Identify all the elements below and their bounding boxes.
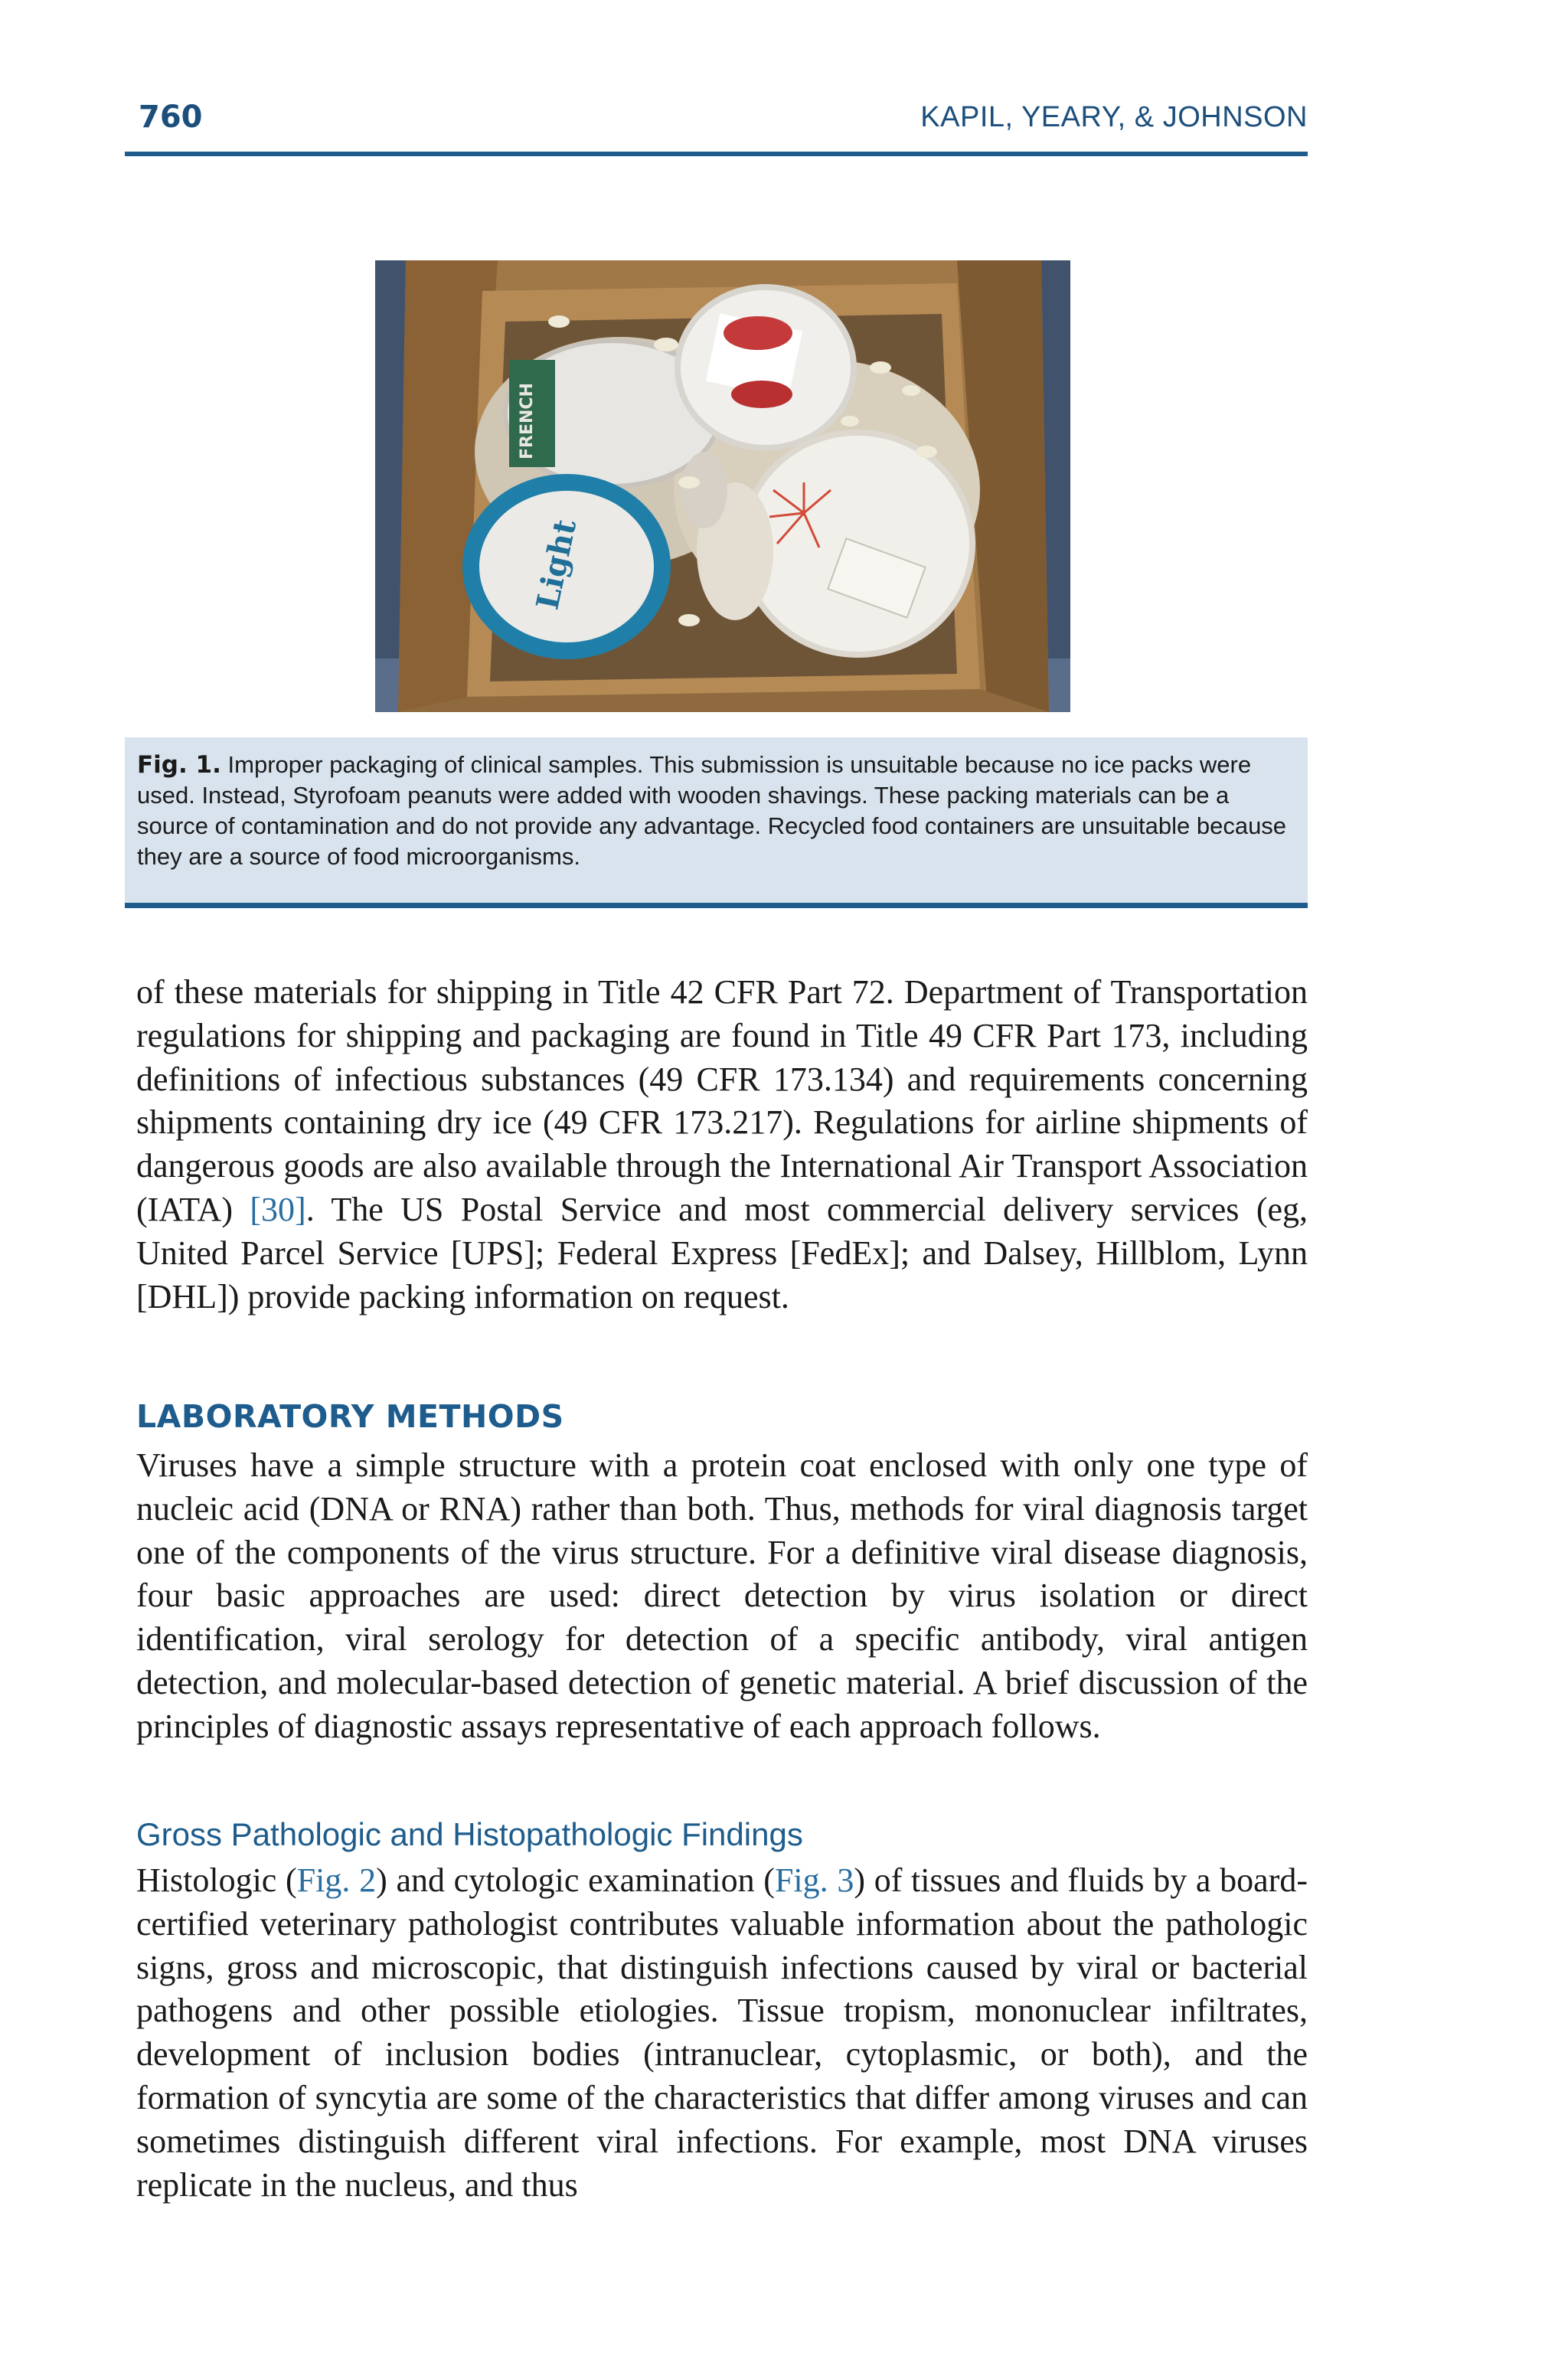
paragraph-1-text-a: of these materials for shipping in Title 42 CFR Part 72. Department of Transportation regulations for shipping and packaging are found in Title 49 CFR Part 173, including definitions of infectious substances (49 CFR 173.134) and requirements concerning shipments containing dry ice (49 CFR 173.217). Regulations for airline shipments of dangerous goods are also available through the International Air Transport Association (IATA) bbox=[136, 973, 1308, 1228]
tub-french-label: FRENCH bbox=[518, 383, 537, 459]
figure-1-photo bbox=[375, 260, 1070, 712]
paragraph-1-text-b: . The US Postal Service and most commercial delivery services (eg, United Parcel Service [UPS]; Federal Express [FedEx]; and Dalsey, Hillblom, Lynn [DHL]) provide packing information on request. bbox=[136, 1190, 1308, 1315]
packaging-photo bbox=[375, 260, 1070, 712]
body-paragraph-gross-pathology bbox=[136, 1859, 1308, 2207]
subsection-text-1: Histologic ( bbox=[136, 1861, 297, 1899]
caption-rule bbox=[125, 903, 1308, 908]
fig-2-link[interactable]: Fig. 2 bbox=[296, 1861, 377, 1899]
page-number: 760 bbox=[139, 100, 203, 135]
tub-light-label: Light bbox=[529, 516, 584, 613]
fig-3-link[interactable]: Fig. 3 bbox=[774, 1861, 854, 1899]
body-paragraph-laboratory-methods: Viruses have a simple structure with a protein coat enclosed with only one type of nucleic acid (DNA or RNA) rather than both. Thus, methods for viral diagnosis target one of the components of the virus structure. For a definitive viral disease diagnosis, four basic approaches are used: direct detection by virus isolation or direct identification, viral serology for detection of a specific antibody, viral antigen detection, and molecular-based detection of genetic material. A brief discussion of the principles of diagnostic assays representative of each approach follows. bbox=[136, 1446, 1308, 1745]
figure-label: Fig. 1. bbox=[137, 751, 221, 779]
section-heading-laboratory-methods: LABORATORY METHODS bbox=[136, 1398, 564, 1435]
subsection-text-2: ) and cytologic examination ( bbox=[376, 1861, 775, 1899]
figure-caption-box bbox=[125, 737, 1308, 903]
body-paragraph-1 bbox=[136, 971, 1308, 1319]
running-head-authors: KAPIL, YEARY, & JOHNSON bbox=[920, 101, 1308, 133]
figure-caption bbox=[137, 750, 1297, 872]
citation-link-30[interactable]: [30] bbox=[250, 1190, 306, 1228]
subsection-text-3: ) of tissues and fluids by a board-certified veterinary pathologist contributes valuable information about the pathologic signs, gross and microscopic, that distinguish infections caused by viral or bacterial pathogens and other possible etiologies. Tissue tropism, mononuclear infiltrates, development of inclusion bodies (intranuclear, cytoplasmic, or both), and the formation of syncytia are some of the characteristics that differ among viruses and can sometimes distinguish different viral infections. For example, most DNA viruses replicate in the nucleus, and thus bbox=[136, 1861, 1308, 2204]
figure-caption-text: Improper packaging of clinical samples. This submission is unsuitable because no ice packs were used. Instead, Styrofoam peanuts were added with wooden shavings. These packing materials can be a source of contamination and do not provide any advantage. Recycled food containers are unsuitable because they are a source of food microorganisms. bbox=[137, 751, 1287, 870]
page-header bbox=[125, 98, 1308, 159]
subsection-heading-gross-pathology: Gross Pathologic and Histopathologic Findings bbox=[136, 1816, 803, 1852]
header-rule bbox=[125, 152, 1308, 156]
